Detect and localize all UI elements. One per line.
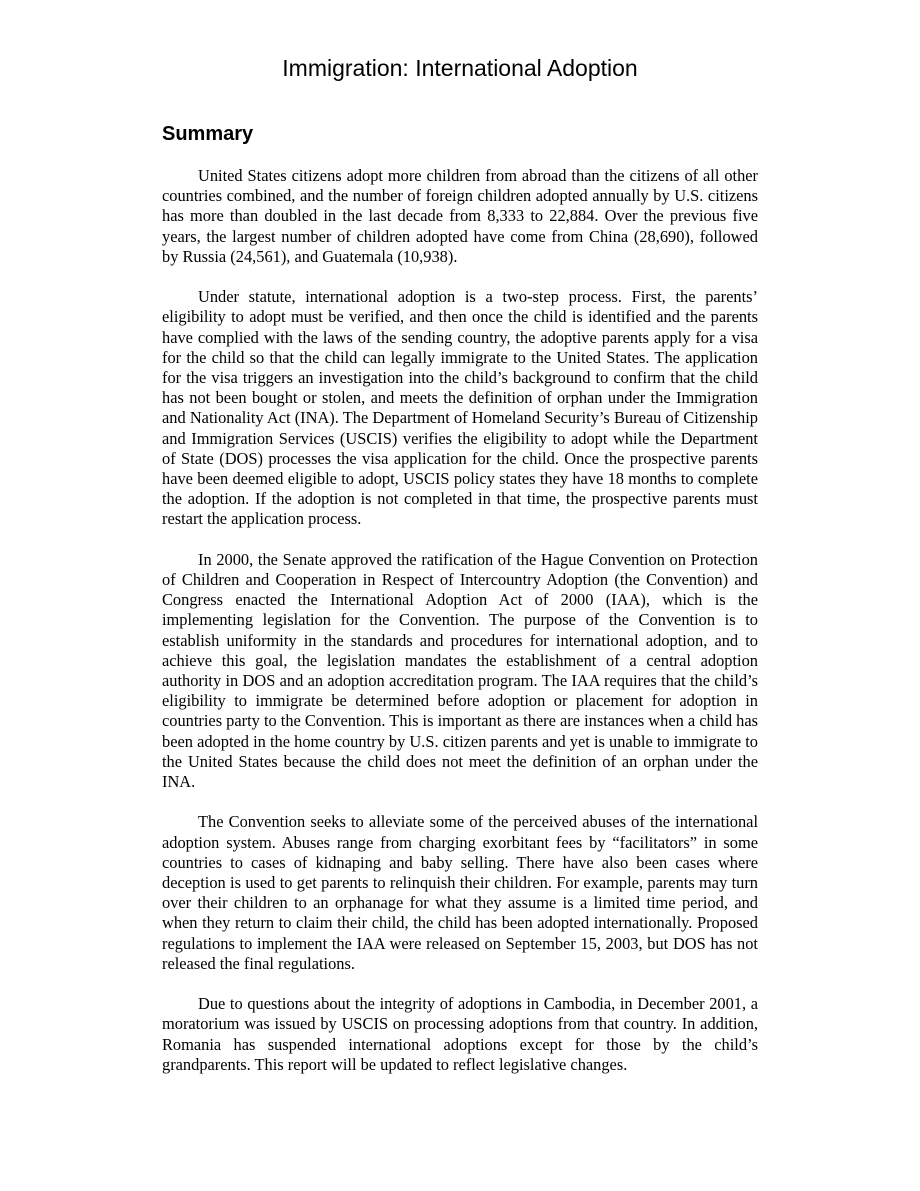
document-title: Immigration: International Adoption <box>282 55 638 81</box>
paragraph-moratoriums: Due to questions about the integrity of adoptions in Cambodia, in December 2001, a moratorium was issued by USCIS on processing adoptions from that country. In addition, Romania has suspended international adoptions except for those by the child’s grandparents. This report will be updated to reflect legislative changes. <box>162 994 758 1074</box>
paragraph-adoption-abuses: The Convention seeks to alleviate some of the perceived abuses of the international adoption system. Abuses range from charging exorbitant fees by “facilitators” in some countries to cases of kidnaping and baby selling. There have also been cases where deception is used to get parents to relinquish their children. For example, parents may turn over their children to an orphanage for what they assume is a limited time period, and when they return to claim their child, the child has been adopted internationally. Proposed regulations to implement the IAA were released on September 15, 2003, but DOS has not released the final regulations. <box>162 812 758 973</box>
paragraph-hague-convention: In 2000, the Senate approved the ratification of the Hague Convention on Protection of Children and Cooperation in Respect of Intercountry Adoption (the Convention) and Congress enacted the International Adoption Act of 2000 (IAA), which is the implementing legislation for the Convention. The purpose of the Convention is to establish uniformity in the standards and procedures for international adoption, and to achieve this goal, the legislation mandates the establishment of a central adoption authority in DOS and an adoption accreditation program. The IAA requires that the child’s eligibility to immigrate be determined before adoption or placement for adoption in countries party to the Convention. This is important as there are instances when a child has been adopted in the home country by U.S. citizen parents and yet is unable to immigrate to the United States because the child does not meet the definition of an orphan under the INA. <box>162 549 758 792</box>
section-heading-summary: Summary <box>162 123 254 145</box>
paragraph-adoption-statistics: United States citizens adopt more children from abroad than the citizens of all other countries combined, and the number of foreign children adopted annually by U.S. citizens has more than doubled in the last decade from 8,333 to 22,884. Over the previous five years, the largest number of children adopted have come from China (28,690), followed by Russia (24,561), and Guatemala (10,938). <box>162 166 758 266</box>
summary-body <box>162 166 758 1095</box>
paragraph-two-step-process: Under statute, international adoption is a two-step process. First, the parents’ eligibility to adopt must be verified, and then once the child is identified and the parents have complied with the laws of the sending country, the adoptive parents apply for a visa for the child so that the child can legally immigrate to the United States. The application for the visa triggers an investigation into the child’s background to confirm that the child has not been bought or stolen, and meets the definition of orphan under the Immigration and Nationality Act (INA). The Department of Homeland Security’s Bureau of Citizenship and Immigration Services (USCIS) verifies the eligibility to adopt while the Department of State (DOS) processes the visa application for the child. Once the prospective parents have been deemed eligible to adopt, USCIS policy states they have 18 months to complete the adoption. If the adoption is not completed in that time, the prospective parents must restart the application process. <box>162 287 758 529</box>
